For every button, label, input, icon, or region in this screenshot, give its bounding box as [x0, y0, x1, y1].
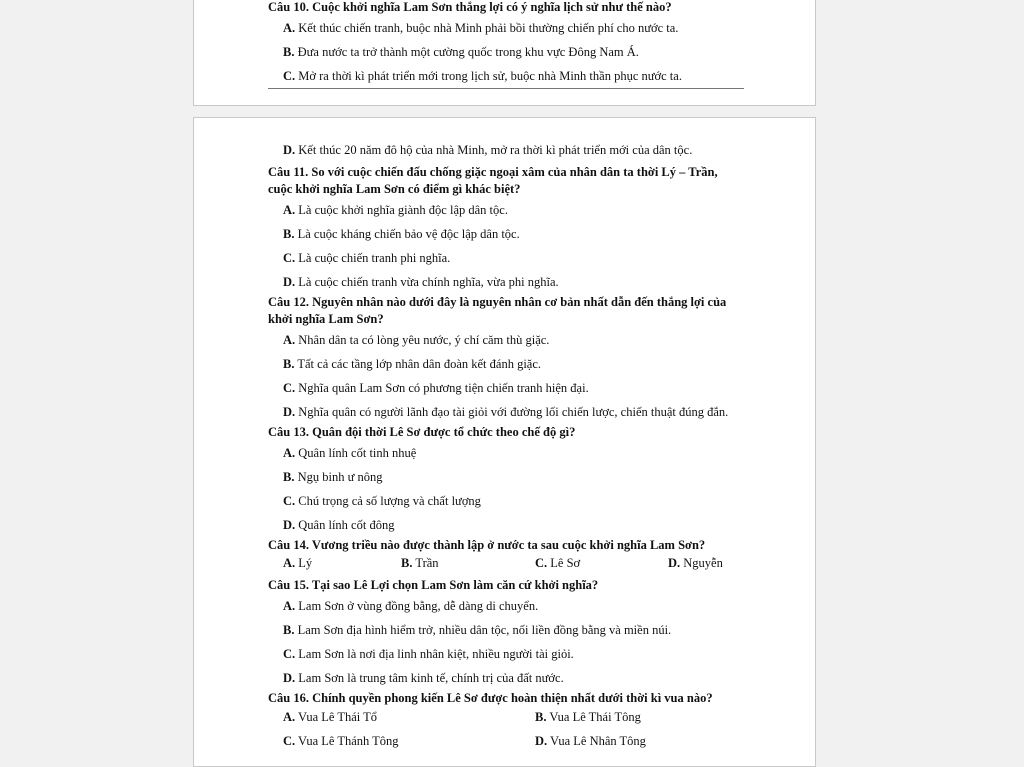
- question-12: [268, 294, 744, 424]
- question-title: Câu 15. Tại sao Lê Lợi chọn Lam Sơn làm căn cứ khởi nghĩa?: [268, 578, 599, 592]
- option-c: C. Vua Lê Thánh Tông: [283, 734, 399, 748]
- question-title: Câu 16. Chính quyền phong kiến Lê Sơ được hoàn thiện nhất dưới thời kì vua nào?: [268, 691, 713, 705]
- document-page-2: [193, 117, 816, 767]
- option-a: A. Nhân dân ta có lòng yêu nước, ý chí căm thù giặc.: [283, 333, 550, 347]
- option-d: D. Lam Sơn là trung tâm kinh tế, chính trị của đất nước.: [283, 671, 564, 685]
- option-d: D. Kết thúc 20 năm đô hộ của nhà Minh, mở ra thời kì phát triển mới của dân tộc.: [283, 143, 693, 157]
- option-a: A. Kết thúc chiến tranh, buộc nhà Minh phải bồi thường chiến phí cho nước ta.: [283, 21, 679, 35]
- option-a: A. Lam Sơn ở vùng đồng bằng, dễ dàng di chuyển.: [283, 599, 539, 613]
- option-a: A. Lý: [283, 556, 313, 570]
- options-row: [283, 554, 744, 572]
- option-c: C. Nghĩa quân Lam Sơn có phương tiện chiến tranh hiện đại.: [283, 381, 589, 395]
- option-b: B. Trần: [401, 556, 439, 570]
- question-16: [268, 690, 744, 755]
- option-c: C. Mở ra thời kì phát triển mới trong lịch sử, buộc nhà Minh thần phục nước ta.: [268, 64, 744, 89]
- option-b: B. Tất cả các tầng lớp nhân dân đoàn kết đánh giặc.: [283, 357, 542, 371]
- option-a: A. Vua Lê Thái Tổ: [283, 710, 378, 724]
- question-title: Câu 10. Cuộc khởi nghĩa Lam Sơn thắng lợi có ý nghĩa lịch sử như thế nào?: [268, 0, 672, 14]
- page-2-content: [268, 138, 744, 755]
- options-row-2: [283, 727, 744, 755]
- option-a: A. Là cuộc khởi nghĩa giành độc lập dân tộc.: [283, 203, 508, 217]
- question-title: Câu 14. Vương triều nào được thành lập ở nước ta sau cuộc khởi nghĩa Lam Sơn?: [268, 538, 706, 552]
- option-d: D. Nghĩa quân có người lãnh đạo tài giỏi với đường lối chiến lược, chiến thuật đúng đắn.: [283, 405, 729, 419]
- options-row-1: [283, 707, 744, 727]
- option-d: D. Nguyễn: [668, 556, 723, 570]
- question-14: [268, 537, 744, 572]
- question-title: Câu 13. Quân đội thời Lê Sơ được tổ chức theo chế độ gì?: [268, 425, 576, 439]
- option-c: C. Chú trọng cả số lượng và chất lượng: [283, 494, 481, 508]
- question-title: Câu 12. Nguyên nhân nào dưới đây là nguyên nhân cơ bản nhất dẫn đến thắng lợi của khởi nghĩa Lam Sơn?: [268, 295, 727, 326]
- option-a: A. Quân lính cốt tinh nhuệ: [283, 446, 417, 460]
- option-d: D. Vua Lê Nhân Tông: [535, 734, 646, 748]
- option-c: C. Là cuộc chiến tranh phi nghĩa.: [283, 251, 451, 265]
- option-d: D. Là cuộc chiến tranh vừa chính nghĩa, vừa phi nghĩa.: [283, 275, 559, 289]
- option-b: B. Đưa nước ta trở thành một cường quốc trong khu vực Đông Nam Á.: [283, 45, 639, 59]
- option-c: C. Lam Sơn là nơi địa linh nhân kiệt, nhiều người tài giỏi.: [283, 647, 574, 661]
- option-b: B. Là cuộc kháng chiến bảo vệ độc lập dân tộc.: [283, 227, 520, 241]
- option-d: D. Quân lính cốt đông: [283, 518, 395, 532]
- question-11: [268, 164, 744, 294]
- question-title: Câu 11. So với cuộc chiến đấu chống giặc ngoại xâm của nhân dân ta thời Lý – Trần, cuộc khởi nghĩa Lam Sơn có điểm gì khác biệt?: [268, 165, 718, 196]
- option-c: C. Lê Sơ: [535, 556, 581, 570]
- question-15: [268, 577, 744, 690]
- document-page-1: [193, 0, 816, 106]
- option-b: B. Vua Lê Thái Tông: [535, 710, 641, 724]
- option-b: B. Ngụ binh ư nông: [283, 470, 383, 484]
- question-13: [268, 424, 744, 537]
- question-10: [268, 0, 744, 89]
- option-b: B. Lam Sơn địa hình hiểm trở, nhiều dân tộc, nối liền đồng bằng và miền núi.: [283, 623, 672, 637]
